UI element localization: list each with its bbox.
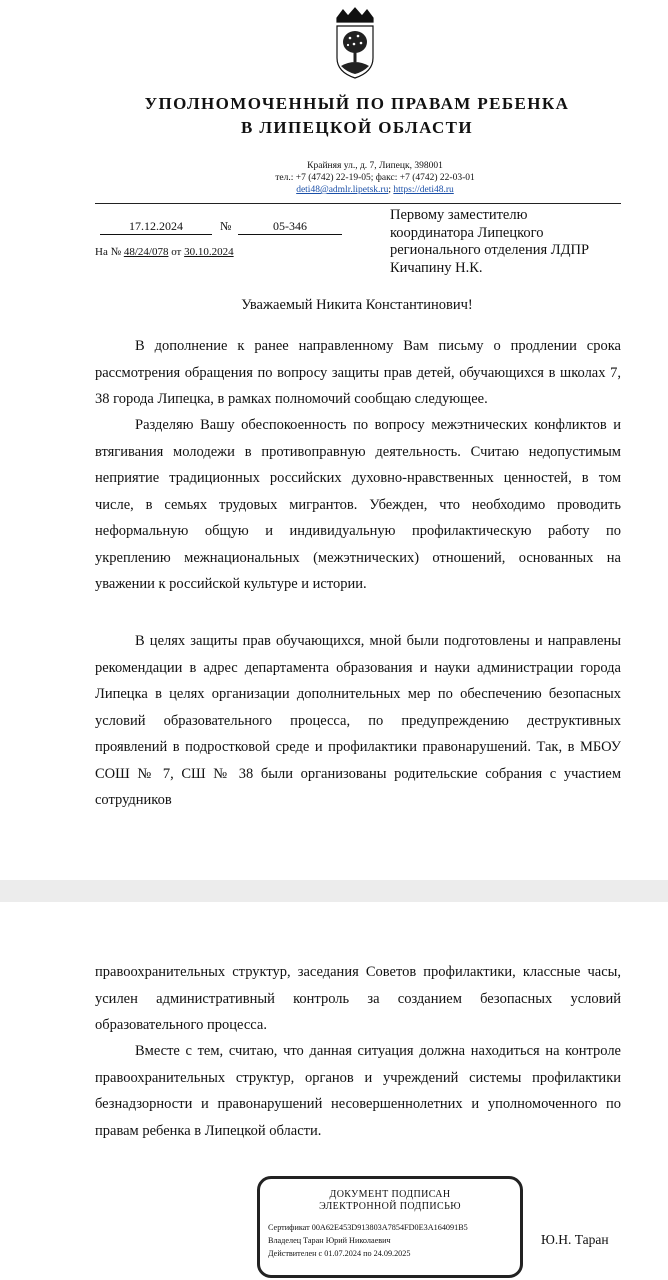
org-title-line2: В ЛИПЕЦКОЙ ОБЛАСТИ xyxy=(240,118,474,137)
contacts-block xyxy=(200,160,550,196)
coat-of-arms-emblem xyxy=(333,6,377,80)
greeting: Уважаемый Никита Константинович! xyxy=(241,297,473,313)
stamp-owner: Владелец Таран Юрий Николаевич xyxy=(268,1236,391,1245)
contacts-separator: ; xyxy=(388,185,391,195)
reference-line xyxy=(95,246,234,258)
number-sign: № xyxy=(220,219,232,233)
addressee-line: Кичапину Н.К. xyxy=(390,259,483,276)
stamp-heading-line2: ЭЛЕКТРОННОЙ ПОДПИСЬЮ xyxy=(319,1201,461,1212)
page-gap xyxy=(0,880,668,902)
letter-paragraph: правоохранительных структур, заседания Советов профилактики, классные часы, усилен административный контроль за созданием безопасных условий образовательного процесса. xyxy=(95,964,621,1033)
org-address: Крайняя ул., д. 7, Липецк, 398001 xyxy=(307,161,443,171)
ref-date: 30.10.2024 xyxy=(184,246,234,258)
addressee-line: координатора Липецкого xyxy=(390,224,544,241)
outgoing-number: 05-346 xyxy=(238,219,342,235)
addressee-line: Первому заместителю xyxy=(390,207,528,223)
letter-paragraph: В дополнение к ранее направленному Вам письму о продлении срока рассмотрения обращения по вопросу защиты прав детей, обучающихся в школах 7, 38 города Липецка, в рамках полномочий сообщаю следующее. xyxy=(95,338,621,407)
org-title-line1: УПОЛНОМОЧЕННЫЙ ПО ПРАВАМ РЕБЕНКА xyxy=(144,94,570,113)
outgoing-date: 17.12.2024 xyxy=(100,219,212,235)
signer-name: Ю.Н. Таран xyxy=(541,1232,609,1247)
ref-number: 48/24/078 xyxy=(123,246,169,258)
ref-from: от xyxy=(171,246,182,258)
stamp-heading-line1: ДОКУМЕНТ ПОДПИСАН xyxy=(329,1189,451,1200)
letter-paragraph: Вместе с тем, считаю, что данная ситуация должна находиться на контроле правоохранительных структур, органов и учреждений системы профилактики безнадзорности и правонарушений несовершеннолетних и уполномоченного по правам ребенка в Липецкой области. xyxy=(95,1043,621,1139)
stamp-validity: Действителен с 01.07.2024 по 24.09.2025 xyxy=(268,1249,411,1258)
website-link[interactable]: https://deti48.ru xyxy=(393,185,454,195)
stamp-certificate: Сертификат 00A62E453D913803A7854FD0E3A164091B5 xyxy=(268,1223,468,1232)
letter-paragraph: В целях защиты прав обучающихся, мной были подготовлены и направлены рекомендации в адрес департамента образования и науки администрации города Липецка в целях организации дополнительных мер по обеспечению безопасных условий образовательного процесса, по предупреждению деструктивных проявлений в подростковой среде и профилактики правонарушений. Так, в МБОУ СОШ № 7, СШ № 38 были организованы родительские собрания с участием сотрудников xyxy=(95,633,621,808)
header-divider xyxy=(95,203,621,204)
addressee-block xyxy=(390,207,630,277)
email-link[interactable]: deti48@admlr.lipetsk.ru xyxy=(296,185,389,195)
electronic-signature-stamp xyxy=(257,1176,523,1278)
addressee-line: регионального отделения ЛДПР xyxy=(390,242,590,258)
ref-prefix: На № xyxy=(95,246,122,258)
org-phones: тел.: +7 (4742) 22-19-05; факс: +7 (4742) 22-03-01 xyxy=(275,173,475,183)
letter-paragraph: Разделяю Вашу обеспокоенность по вопросу межэтнических конфликтов и втягивания молодежи в противоправную деятельность. Считаю недопустимым неприятие традиционных российских духовно-нравственных ценностей, в том числе, в семьях трудовых мигрантов. Убежден, что необходимо проводить неформальную общую и индивидуальную профилактическую работу по укреплению межнациональных (межэтнических) отношений, основанных на уважении к российской культуре и истории. xyxy=(95,417,621,592)
